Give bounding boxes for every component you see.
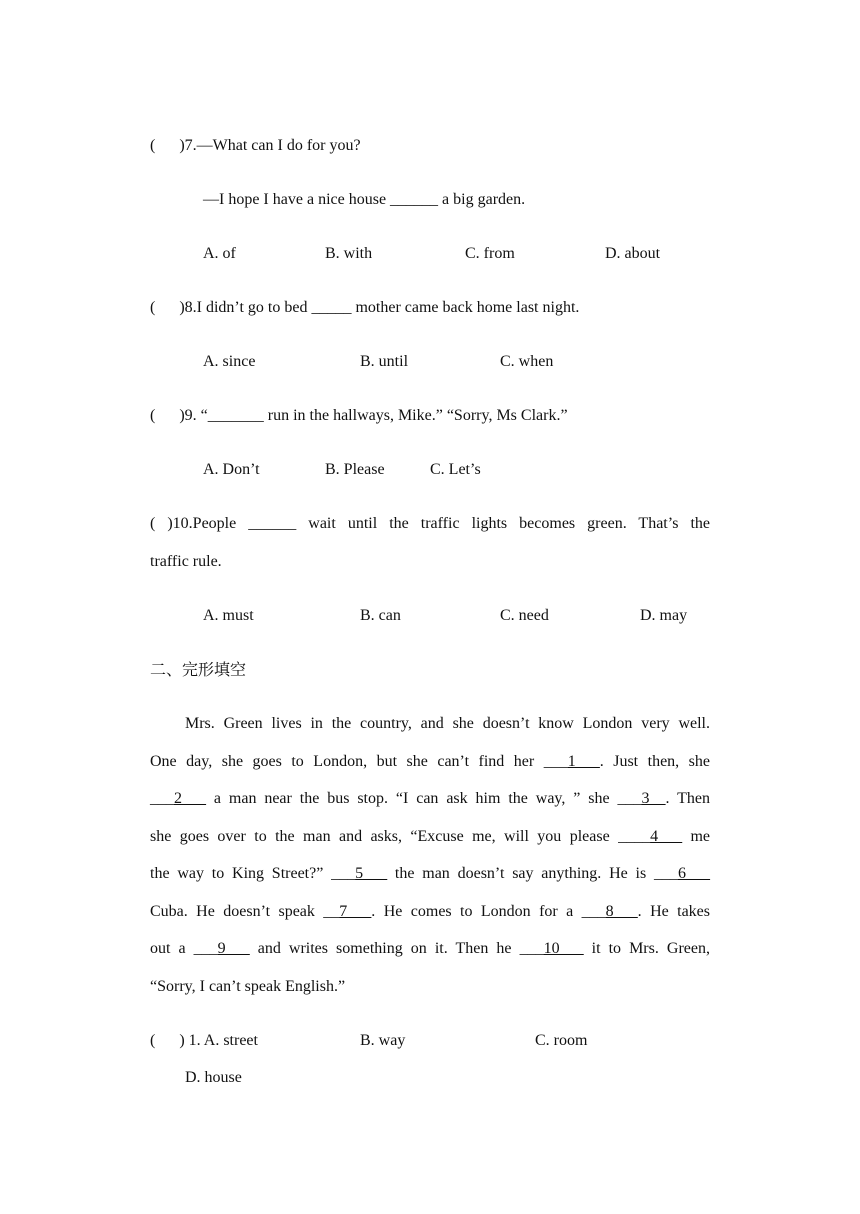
question-7-stem: ( )7.—What can I do for you?	[150, 137, 361, 154]
question-9-stem: ( )9. “_______ run in the hallways, Mike.” “Sorry, Ms Clark.”	[150, 407, 568, 424]
cloze-question-1-option-b: B. way	[360, 1032, 406, 1049]
question-8-option-a: A. since	[203, 353, 256, 370]
question-8-option-c: C. when	[500, 353, 554, 370]
blank-5: 5___	[355, 865, 388, 882]
blank-6: 6___	[678, 865, 710, 882]
passage-line-7	[150, 939, 710, 959]
blank-3: 3__	[641, 790, 666, 807]
passage-text: the way to King Street?” ___	[150, 865, 356, 882]
passage-text: and writes something on it. Then he ___	[249, 940, 544, 957]
passage-text: out a ___	[150, 940, 218, 957]
question-9-option-b: B. Please	[325, 461, 385, 478]
question-8-option-b: B. until	[360, 353, 409, 370]
blank-9: 9___	[217, 940, 250, 957]
blank-8: 8___	[605, 903, 638, 920]
question-10-option-c: C. need	[500, 607, 549, 624]
passage-text: the man doesn’t say anything. He is ___	[387, 865, 678, 882]
passage-line-1: Mrs. Green lives in the country, and she doesn’t know London very well.	[185, 715, 710, 732]
question-7-option-b: B. with	[325, 245, 373, 262]
question-9-option-c: C. Let’s	[430, 461, 481, 478]
question-9-option-a: A. Don’t	[203, 461, 260, 478]
question-7-dialogue: —I hope I have a nice house ______ a big garden.	[203, 191, 526, 208]
question-7-option-d: D. about	[605, 245, 661, 262]
passage-text: she goes over to the man and asks, “Excuse me, will you please ____	[150, 828, 651, 845]
blank-4: 4___	[650, 828, 683, 845]
question-10-stem-line-2: traffic rule.	[150, 553, 222, 570]
cloze-question-1-stem: ( ) 1. A. street	[150, 1032, 258, 1049]
question-7-option-a: A. of	[203, 245, 236, 262]
question-10-option-a: A. must	[203, 607, 254, 624]
passage-text: ___	[150, 790, 174, 807]
passage-text: it to Mrs. Green,	[583, 940, 711, 957]
passage-line-5	[150, 864, 710, 884]
passage-text: me	[682, 828, 711, 845]
blank-2: 2___	[174, 790, 206, 807]
passage-line-4	[150, 827, 710, 847]
passage-line-3	[150, 789, 710, 809]
passage-line-2	[150, 752, 710, 772]
blank-1: 1___	[567, 753, 600, 770]
question-10-stem-line-1: ( )10.People ______ wait until the traffic lights becomes green. That’s the	[150, 515, 710, 532]
question-10-option-d: D. may	[640, 607, 688, 624]
passage-line-6	[150, 902, 710, 922]
question-7-option-c: C. from	[465, 245, 515, 262]
passage-text: . He takes	[637, 903, 710, 920]
passage-text: . Then	[665, 790, 710, 807]
passage-text: One day, she goes to London, but she can’t find her ___	[150, 753, 568, 770]
blank-7: 7___	[339, 903, 372, 920]
blank-10: 10___	[543, 940, 584, 957]
question-10-option-b: B. can	[360, 607, 401, 624]
passage-text: . Just then, she	[599, 753, 710, 770]
cloze-question-1-option-c: C. room	[535, 1032, 588, 1049]
cloze-question-1-option-d: D. house	[185, 1069, 242, 1086]
passage-line-8: “Sorry, I can’t speak English.”	[150, 978, 346, 995]
passage-text: Cuba. He doesn’t speak __	[150, 903, 340, 920]
section-2-heading: 二、完形填空	[150, 660, 247, 679]
passage-text: . He comes to London for a ___	[371, 903, 606, 920]
passage-text: a man near the bus stop. “I can ask him the way, ” she ___	[206, 790, 642, 807]
question-8-stem: ( )8.I didn’t go to bed _____ mother came back home last night.	[150, 299, 580, 316]
